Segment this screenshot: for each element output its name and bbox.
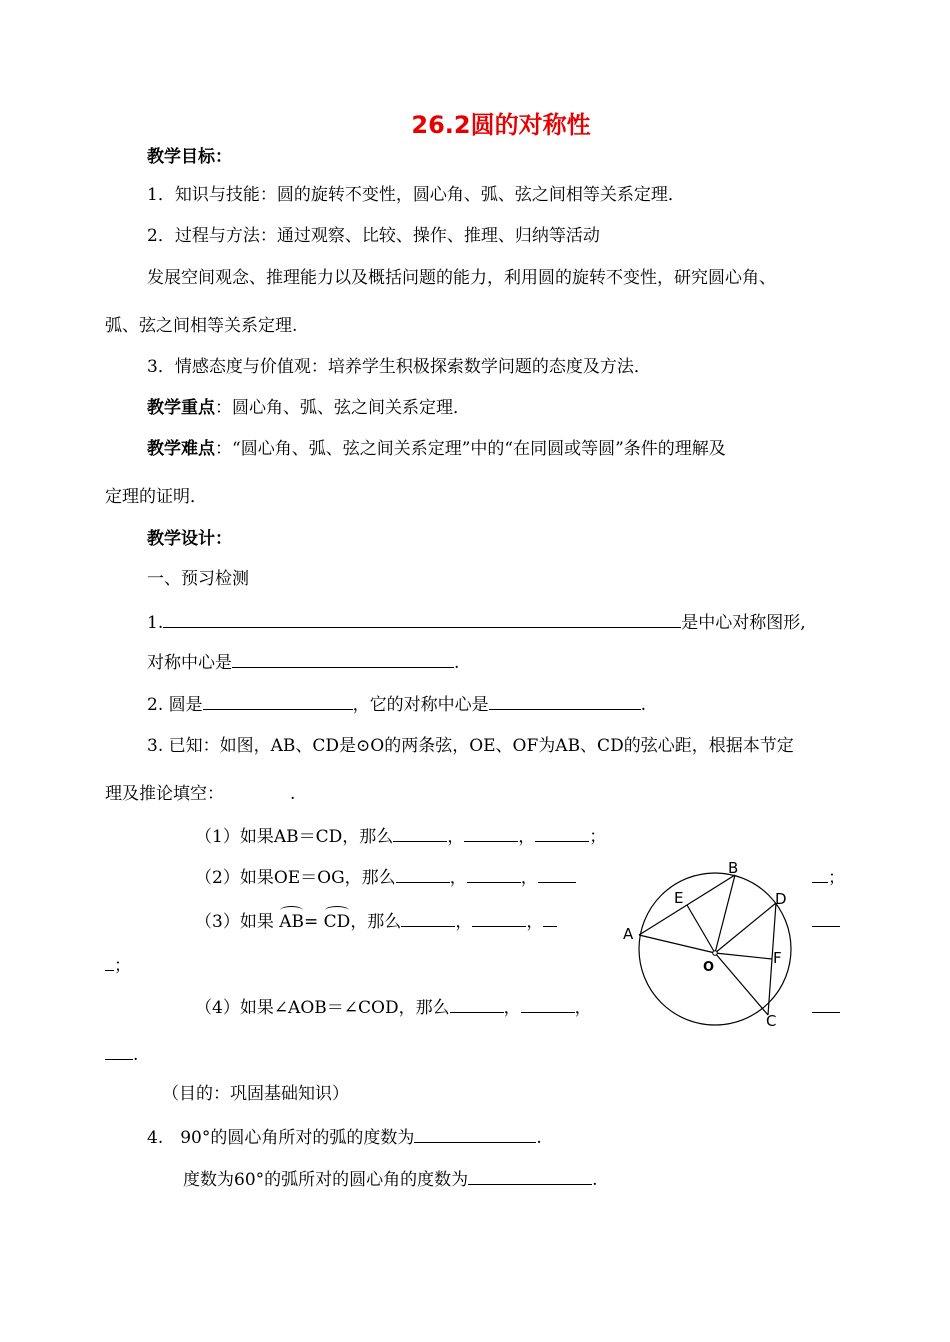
answer-blank[interactable] xyxy=(543,910,557,927)
goal-item-2-continued: 发展空间观念、推理能力以及概括问题的能力，利用圆的旋转不变性，研究圆心角、 xyxy=(147,268,776,288)
design-heading: 教学设计： xyxy=(147,529,232,549)
label-e: E xyxy=(674,889,684,907)
goal-item-3: 3．情感态度与价值观：培养学生积极探索数学问题的态度及方法． xyxy=(147,357,651,377)
arc-ab: AB xyxy=(279,912,305,932)
arc-cd: CD xyxy=(323,912,351,932)
radius-od xyxy=(715,903,776,953)
difficulty: 教学难点：“圆心角、弧、弦之间关系定理”中的“在同圆或等圆”条件的理解及 xyxy=(147,439,726,459)
circle-figure xyxy=(615,855,815,1035)
segment-of xyxy=(715,953,772,959)
goals-heading: 教学目标： xyxy=(147,147,232,167)
label-c: C xyxy=(766,1012,777,1030)
label-a: A xyxy=(623,925,634,943)
question-3-part-4: （4）如果∠AOB＝∠COD，那么 ， ， xyxy=(195,998,592,1018)
answer-blank[interactable] xyxy=(489,693,641,710)
answer-blank[interactable] xyxy=(538,866,576,883)
answer-blank[interactable] xyxy=(535,825,589,842)
answer-blank[interactable] xyxy=(464,825,518,842)
segment-oe xyxy=(687,905,715,953)
label-d: D xyxy=(775,890,787,908)
answer-blank[interactable] xyxy=(105,954,114,971)
answer-blank[interactable] xyxy=(521,996,575,1013)
answer-blank[interactable] xyxy=(450,996,504,1013)
question-1: 1. 是中心对称图形, xyxy=(147,613,806,633)
circle-outline xyxy=(639,873,791,1025)
question-3-line-2: 理及推论填空： . xyxy=(105,784,296,804)
answer-blank[interactable] xyxy=(812,910,840,927)
question-4: 4. 90°的圆心角所对的弧的度数为 . xyxy=(147,1128,542,1148)
answer-blank[interactable] xyxy=(467,866,521,883)
radius-oa xyxy=(639,935,715,953)
answer-blank[interactable] xyxy=(472,910,526,927)
answer-blank[interactable] xyxy=(414,1126,536,1143)
question-3: 3. 已知：如图，AB、CD是⊙O的两条弦，OE、OF为AB、CD的弦心距，根据本节定 xyxy=(147,736,794,756)
question-3-part-4-wrap: . xyxy=(105,1043,138,1066)
question-3-part-1: （1）如果AB＝CD，那么 ， ， ； xyxy=(195,827,607,847)
goal-item-2-continued-2: 弧、弦之间相等关系定理. xyxy=(105,316,298,336)
answer-blank[interactable] xyxy=(401,910,455,927)
question-3-part-2-end: ； xyxy=(812,866,845,889)
label-o: O xyxy=(703,960,715,975)
label-b: B xyxy=(728,859,739,877)
goal-item-2: 2．过程与方法：通过观察、比较、操作、推理、归纳等活动 xyxy=(147,226,600,246)
center-point xyxy=(713,951,718,956)
answer-blank[interactable] xyxy=(468,1168,592,1185)
answer-blank[interactable] xyxy=(105,1043,133,1060)
radius-ob xyxy=(715,875,735,953)
question-2: 2. 圆是 ，它的对称中心是 . xyxy=(147,695,647,715)
answer-blank[interactable] xyxy=(396,866,450,883)
question-3-part-4-end xyxy=(812,996,840,1019)
key-point: 教学重点：圆心角、弧、弦之间关系定理． xyxy=(147,398,470,418)
purpose-note: （目的：巩固基础知识） xyxy=(162,1084,349,1104)
radius-oc xyxy=(715,953,768,1015)
question-4-line-2: 度数为60°的弧所对的圆心角的度数为 . xyxy=(183,1170,598,1190)
question-3-part-3-end xyxy=(812,910,840,933)
answer-blank[interactable] xyxy=(812,996,840,1013)
difficulty-continued: 定理的证明． xyxy=(105,487,207,507)
answer-blank[interactable] xyxy=(232,651,454,668)
answer-blank[interactable] xyxy=(163,611,681,628)
page-title: 26.2圆的对称性 xyxy=(411,111,591,139)
question-3-part-3-wrap: ； xyxy=(105,954,131,977)
label-f: F xyxy=(773,949,782,967)
goal-item-1: 1．知识与技能：圆的旋转不变性，圆心角、弧、弦之间相等关系定理． xyxy=(147,185,685,205)
question-3-part-3: （3）如果 AB= CD，那么 ， ， xyxy=(195,910,557,933)
section1-heading: 一、预习检测 xyxy=(147,569,249,589)
answer-blank[interactable] xyxy=(393,825,447,842)
answer-blank[interactable] xyxy=(203,693,353,710)
question-1-line-2: 对称中心是 . xyxy=(147,653,460,673)
question-3-part-2: （2）如果OE＝OG，那么 ， ， xyxy=(195,866,576,889)
